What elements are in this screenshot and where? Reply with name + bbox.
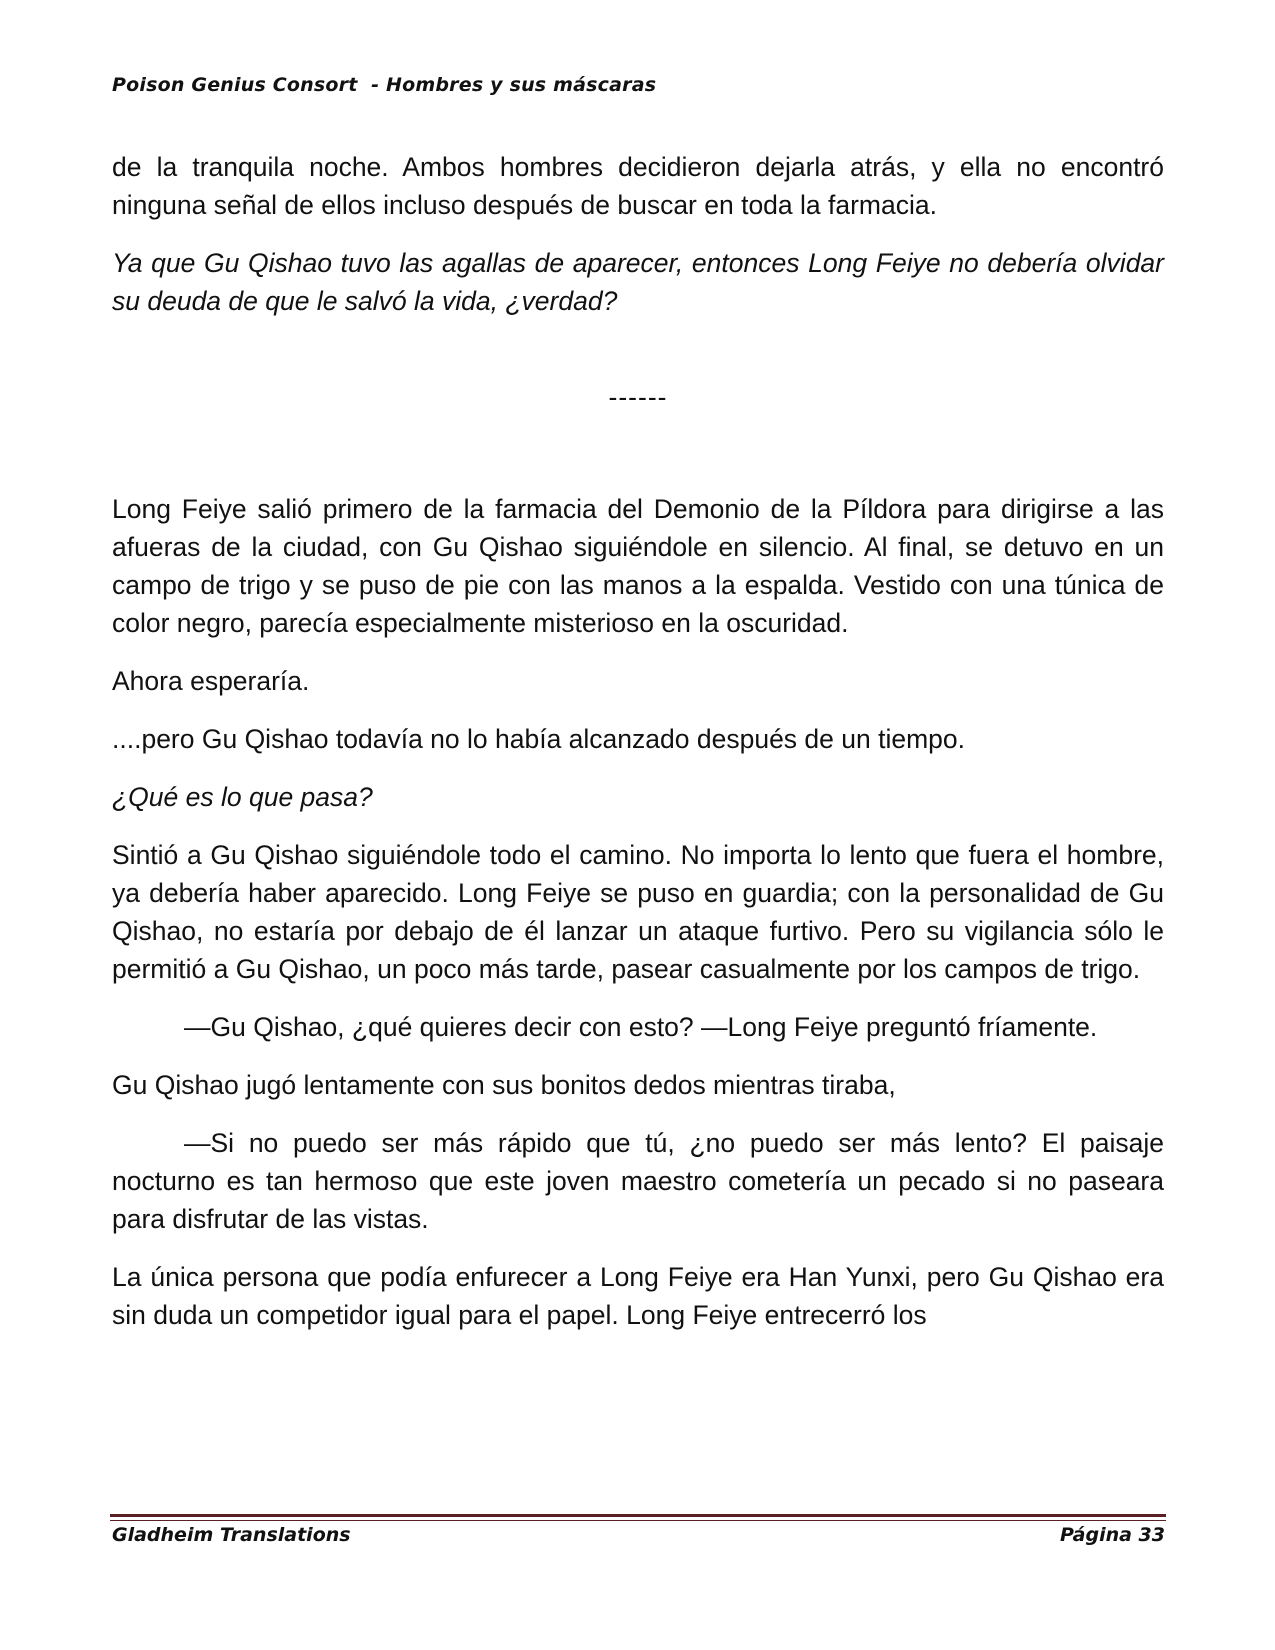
paragraph: Long Feiye salió primero de la farmacia del Demonio de la Píldora para dirigirse a las afueras de la ciudad, con Gu Qishao siguiéndole en silencio. Al final, se detuvo en un campo de trigo y se puso de pie con las manos a la espalda. Vestido con una túnica de color negro, parecía especialmente misterioso en la oscuridad. (112, 494, 1164, 638)
italic-thought: Ya que Gu Qishao tuvo las agallas de aparecer, entonces Long Feiye no debería olvidar su deuda de que le salvó la vida, ¿verdad? (112, 248, 1164, 316)
paragraph: Sintió a Gu Qishao siguiéndole todo el camino. No importa lo lento que fuera el hombre, ya debería haber aparecido. Long Feiye se puso en guardia; con la personalidad de Gu Qishao, no estaría por debajo de él lanzar un ataque furtivo. Pero su vigilancia sólo le permitió a Gu Qishao, un poco más tarde, pasear casualmente por los campos de trigo. (112, 840, 1164, 984)
footer-rule (110, 1514, 1166, 1517)
paragraph: de la tranquila noche. Ambos hombres decidieron dejarla atrás, y ella no encontró ninguna señal de ellos incluso después de buscar en toda la farmacia. (112, 152, 1164, 220)
footer-page-number: Página 33 (1059, 1524, 1165, 1546)
paragraph: ....pero Gu Qishao todavía no lo había alcanzado después de un tiempo. (112, 724, 965, 754)
paragraph: Gu Qishao jugó lentamente con sus bonitos dedos mientras tiraba, (112, 1070, 896, 1100)
footer-rule-thin (110, 1520, 1166, 1521)
paragraph: Ahora esperaría. (112, 666, 310, 696)
dialogue-paragraph: —Si no puedo ser más rápido que tú, ¿no puedo ser más lento? El paisaje nocturno es tan hermoso que este joven maestro cometería un pecado si no paseara para disfrutar de las vistas. (112, 1128, 1164, 1234)
running-header: Poison Genius Consort - Hombres y sus máscaras (112, 74, 657, 96)
paragraph: La única persona que podía enfurecer a Long Feiye era Han Yunxi, pero Gu Qishao era sin duda un competidor igual para el papel. Long Feiye entrecerró los (112, 1262, 1164, 1330)
scene-break: ------ (608, 382, 668, 412)
italic-thought: ¿Qué es lo que pasa? (112, 782, 373, 812)
body-text (112, 148, 1164, 1354)
footer-publisher: Gladheim Translations (112, 1524, 351, 1546)
dialogue-paragraph: —Gu Qishao, ¿qué quieres decir con esto? —Long Feiye preguntó fríamente. (184, 1012, 1098, 1042)
